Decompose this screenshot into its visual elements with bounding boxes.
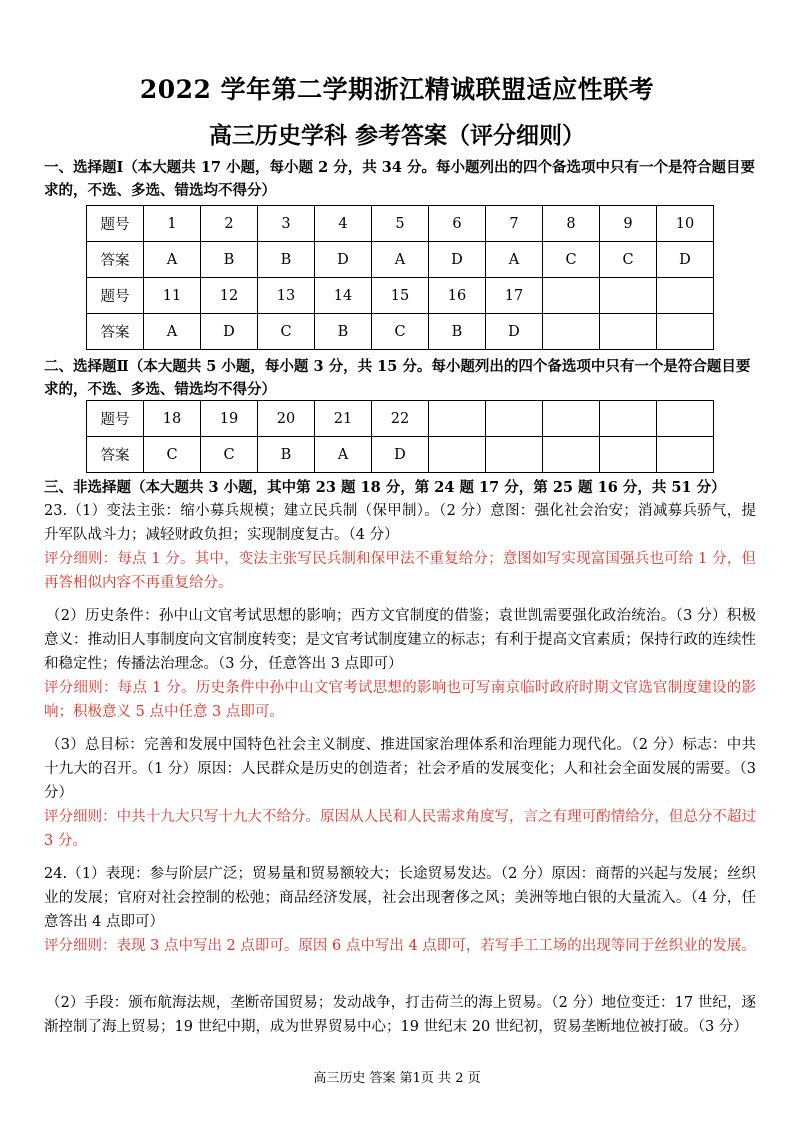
table-cell: 16 xyxy=(429,278,486,314)
row-label: 答案 xyxy=(87,314,144,350)
table-cell: A xyxy=(315,437,372,473)
page-title: 2022 学年第二学期浙江精诚联盟适应性联考 xyxy=(139,75,655,104)
q23-part1-note: 评分细则：每点 1 分。其中，变法主张写民兵制和保甲法不重复给分；意图如写实现富国强兵也可给 1 分，但再答相似内容不再重复给分。 xyxy=(44,551,756,591)
section1-heading: 一、选择题Ⅰ（本大题共 17 小题，每小题 2 分，共 34 分。每小题列出的四个备选项中只有一个是符合题目要求的，不选、多选、错选均不得分） xyxy=(44,159,756,199)
table-cell: D xyxy=(201,314,258,350)
table-cell: 20 xyxy=(258,401,315,437)
q23-part2: （2）历史条件：孙中山文官考试思想的影响；西方文官制度的借鉴；袁世凯需要强化政治统治。（3 分）积极意义：推动旧人事制度向文官制度转变；是文官考试制度建立的标志；有利于提高文官素质；保持行政的连续性和稳定性；传播法治理念。（3 分，任意答出 3 点即可） xyxy=(44,608,756,672)
table-cell: 4 xyxy=(315,206,372,242)
table-cell: 10 xyxy=(657,206,714,242)
table-cell: B xyxy=(315,314,372,350)
table-cell: B xyxy=(429,314,486,350)
table-cell: 17 xyxy=(486,278,543,314)
table-cell xyxy=(600,278,657,314)
table-cell: 11 xyxy=(144,278,201,314)
table-cell xyxy=(600,401,657,437)
answer-table-1 xyxy=(86,205,714,350)
table-cell: 21 xyxy=(315,401,372,437)
table-row xyxy=(87,278,714,314)
row-label: 题号 xyxy=(87,206,144,242)
q23-part1: 23.（1）变法主张：缩小募兵规模；建立民兵制（保甲制）。（2 分）意图：强化社会治安；消减募兵骄气，提升军队战斗力；减轻财政负担；实现制度复古。（4 分） xyxy=(44,503,756,543)
table-row xyxy=(87,242,714,278)
page-subtitle: 高三历史学科 参考答案（评分细则） xyxy=(208,122,585,149)
table-cell: 9 xyxy=(600,206,657,242)
table-cell: 14 xyxy=(315,278,372,314)
q24-part1-note: 评分细则：表现 3 点中写出 2 点即可。原因 6 点中写出 4 点即可，若写手工工场的出现等同于丝织业的发展。 xyxy=(44,938,756,954)
table-cell xyxy=(429,437,486,473)
table-cell xyxy=(543,401,600,437)
table-cell: 22 xyxy=(372,401,429,437)
row-label: 答案 xyxy=(87,437,144,473)
table-cell xyxy=(600,314,657,350)
table-cell: C xyxy=(258,314,315,350)
table-cell xyxy=(543,278,600,314)
table-cell: 2 xyxy=(201,206,258,242)
table-cell: C xyxy=(600,242,657,278)
table-row xyxy=(87,314,714,350)
section3-heading: 三、非选择题（本大题共 3 小题，其中第 23 题 18 分，第 24 题 17 分，第 25 题 16 分，共 51 分） xyxy=(44,479,726,496)
q23-part2-note: 评分细则：每点 1 分。历史条件中孙中山文官考试思想的影响也可写南京临时政府时期文官选官制度建设的影响；积极意义 5 点中任意 3 点即可。 xyxy=(44,680,756,720)
row-label: 题号 xyxy=(87,401,144,437)
section2-heading: 二、选择题Ⅱ（本大题共 5 小题，每小题 3 分，共 15 分。每小题列出的四个备选项中只有一个是符合题目要求的，不选、多选、错选均不得分） xyxy=(44,358,751,398)
table-row xyxy=(87,437,714,473)
q23-part3-note: 评分细则：中共十九大只写十九大不给分。原因从人民和人民需求角度写，言之有理可酌情给分，但总分不超过 3 分。 xyxy=(44,809,756,849)
table-cell xyxy=(543,437,600,473)
table-cell: B xyxy=(258,242,315,278)
table-cell: 5 xyxy=(372,206,429,242)
table-cell xyxy=(657,401,714,437)
row-label: 答案 xyxy=(87,242,144,278)
table-cell: D xyxy=(657,242,714,278)
answer-table-2 xyxy=(86,400,714,473)
table-cell xyxy=(600,437,657,473)
q24-part1: 24.（1）表现：参与阶层广泛；贸易量和贸易额较大；长途贸易发达。（2 分）原因：商帮的兴起与发展；丝织业的发展；官府对社会控制的松弛；商品经济发展，社会出现奢侈之风；美洲等地白银的大量流入。（4 分，任意答出 4 点即可） xyxy=(44,866,756,930)
table-cell: D xyxy=(486,314,543,350)
table-cell: 7 xyxy=(486,206,543,242)
table-cell xyxy=(657,437,714,473)
table-cell: A xyxy=(144,314,201,350)
table-cell: B xyxy=(201,242,258,278)
table-cell: 3 xyxy=(258,206,315,242)
table-cell: 19 xyxy=(201,401,258,437)
table-cell: D xyxy=(372,437,429,473)
table-cell: 6 xyxy=(429,206,486,242)
table-cell: A xyxy=(144,242,201,278)
table-cell: 15 xyxy=(372,278,429,314)
table-cell: D xyxy=(429,242,486,278)
table-cell: 13 xyxy=(258,278,315,314)
table-cell xyxy=(657,314,714,350)
table-cell: 1 xyxy=(144,206,201,242)
q24-part2: （2）手段：颁布航海法规，垄断帝国贸易；发动战争，打击荷兰的海上贸易。（2 分）地位变迁：17 世纪，逐渐控制了海上贸易；19 世纪中期，成为世界贸易中心；19 世纪末 20 世纪初，贸易垄断地位被打破。（3 分） xyxy=(44,995,756,1035)
table-cell xyxy=(429,401,486,437)
table-cell: C xyxy=(144,437,201,473)
table-cell: 8 xyxy=(543,206,600,242)
table-cell xyxy=(657,278,714,314)
table-cell xyxy=(486,437,543,473)
q23-part3: （3）总目标：完善和发展中国特色社会主义制度、推进国家治理体系和治理能力现代化。（2 分）标志：中共十九大的召开。（1 分）原因：人民群众是历史的创造者；社会矛盾的发展变化；人和社会全面发展的需要。（3 分） xyxy=(44,737,756,801)
table-cell: C xyxy=(201,437,258,473)
table-cell: B xyxy=(258,437,315,473)
page-footer: 高三历史 答案 第1页 共 2 页 xyxy=(313,1071,481,1086)
table-cell: 18 xyxy=(144,401,201,437)
table-cell: C xyxy=(372,314,429,350)
table-row xyxy=(87,206,714,242)
table-cell: A xyxy=(486,242,543,278)
table-cell: D xyxy=(315,242,372,278)
table-row xyxy=(87,401,714,437)
row-label: 题号 xyxy=(87,278,144,314)
table-cell: A xyxy=(372,242,429,278)
table-cell xyxy=(543,314,600,350)
table-cell: C xyxy=(543,242,600,278)
table-cell: 12 xyxy=(201,278,258,314)
table-cell xyxy=(486,401,543,437)
